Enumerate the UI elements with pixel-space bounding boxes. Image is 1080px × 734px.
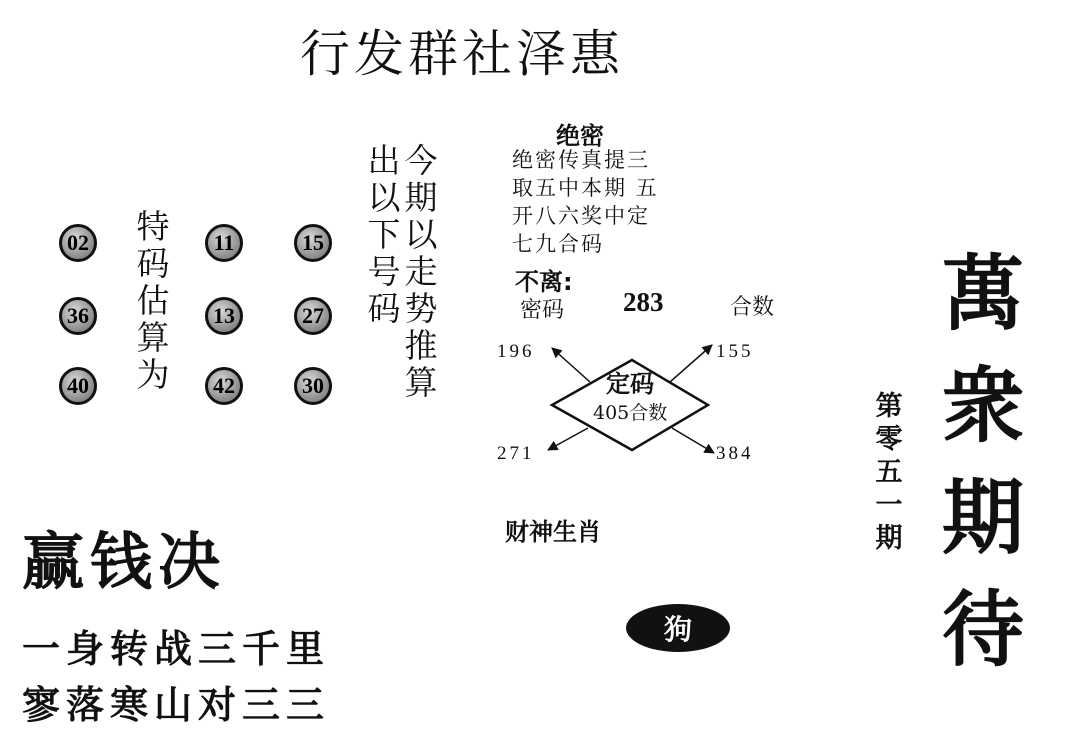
- heshu-label: 合数: [730, 295, 775, 320]
- ball-number: 27: [294, 297, 332, 335]
- secret-line: 七九合码: [512, 232, 604, 256]
- win-title: 赢钱决: [22, 525, 227, 598]
- diamond-value: 405合数: [593, 402, 668, 424]
- mima-value: 283: [623, 287, 664, 317]
- issue-number: 第零五一期: [875, 391, 903, 554]
- diamond-top-left: 196: [497, 341, 535, 362]
- ball-number: 13: [205, 297, 243, 335]
- vertical-slogan: 萬衆期待: [941, 246, 1024, 678]
- arrow-top-left: [552, 348, 590, 382]
- diamond-label: 定码: [606, 370, 654, 398]
- estimate-label: 特码估算为: [136, 207, 170, 394]
- secret-line: 取五中本期 五: [512, 176, 659, 200]
- ball-number: 15: [294, 224, 332, 262]
- arrow-top-right: [670, 345, 712, 382]
- caishen-label: 财神生肖: [505, 518, 601, 546]
- ball-number: 36: [59, 297, 97, 335]
- mima-label: 密码: [520, 298, 565, 323]
- ball-number: 42: [205, 367, 243, 405]
- trend-text-right: 今期以走势推算: [404, 141, 438, 402]
- diamond-bottom-right: 384: [716, 443, 754, 464]
- page-title: 行发群社泽惠: [300, 25, 624, 83]
- ball-number: 11: [205, 224, 243, 262]
- secret-line: 开八六奖中定: [512, 204, 650, 228]
- secret-line: 绝密传真提三: [512, 148, 650, 172]
- poem-line-1: 一身转战三千里: [22, 626, 331, 671]
- arrow-bottom-right: [672, 428, 714, 453]
- diamond-top-right: 155: [716, 341, 754, 362]
- ball-number: 02: [59, 224, 97, 262]
- trend-text-left: 出以下号码: [367, 141, 401, 328]
- ball-number: 40: [59, 367, 97, 405]
- ball-number: 30: [294, 367, 332, 405]
- poem-line-2: 寥落寒山对三三: [22, 682, 331, 727]
- diamond-bottom-left: 271: [497, 443, 535, 464]
- secret-title: 绝密: [556, 122, 604, 150]
- zodiac-badge: 狗: [626, 604, 730, 652]
- buli-label: 不离:: [515, 268, 573, 296]
- arrow-bottom-left: [548, 428, 588, 450]
